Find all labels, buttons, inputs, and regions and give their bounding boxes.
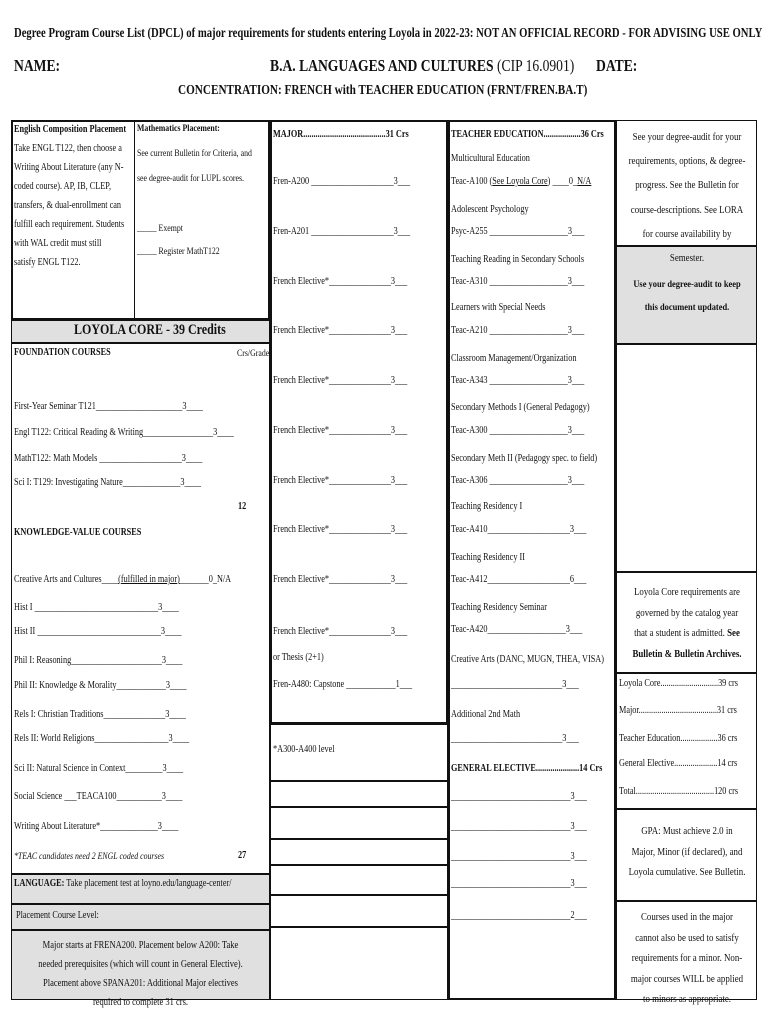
teac-note: *TEAC candidates need 2 ENGL coded courses: [14, 851, 165, 862]
general-elective-line[interactable]: _____________________________3___: [451, 821, 587, 832]
english-placement-title: English Composition Placement: [14, 124, 127, 135]
general-elective-line[interactable]: _____________________________3___: [451, 878, 587, 889]
teacher-item-line[interactable]: Teac-A210 ___________________3___: [451, 325, 585, 336]
audit-emphasis: Use your degree-audit to keep this document updated.: [633, 279, 741, 313]
foundation-row[interactable]: Engl T122: Critical Reading & Writing_________________3____: [14, 427, 234, 438]
foundation-row[interactable]: MathT122: Math Models ____________________3____: [14, 453, 203, 464]
kv-row[interactable]: Rels I: Christian Traditions_______________3____: [14, 709, 186, 720]
foundation-row[interactable]: First-Year Seminar T121_____________________3____: [14, 401, 203, 412]
major-row[interactable]: French Elective*_______________3___: [273, 276, 408, 287]
foundation-total: 12: [238, 501, 247, 512]
major-row[interactable]: Fren-A201 ____________________3___: [273, 226, 411, 237]
major-row[interactable]: Fren-A200 ____________________3___: [273, 176, 411, 187]
math-exempt[interactable]: _____ Exempt: [137, 223, 183, 234]
audit-note: See your degree-audit for your requirements, options, & degree-progress. See the Bulletin for course-descriptions. See LORA for course availability by Semester.: [628, 132, 746, 264]
teacher-item-line[interactable]: Teac-A300 ___________________3___: [451, 425, 585, 436]
math-placement-title: Mathematics Placement:: [137, 123, 220, 134]
english-line: Writing About Literature (any N-: [14, 162, 124, 173]
teacher-item-label: Teaching Residency I: [451, 501, 523, 512]
kv-row[interactable]: Phil II: Knowledge & Morality____________3____: [14, 680, 187, 691]
teacher-item-label: Classroom Management/Organization: [451, 353, 577, 364]
kv-row[interactable]: Sci II: Natural Science in Context_________3____: [14, 763, 184, 774]
major-row[interactable]: French Elective*_______________3___: [273, 425, 408, 436]
thesis-option: or Thesis (2+1): [273, 652, 324, 663]
english-line: coded course). AP, IB, CLEP,: [14, 181, 112, 192]
major-blank-4: [270, 865, 448, 895]
kv-row[interactable]: Hist II ______________________________3____: [14, 626, 182, 637]
english-line: Take ENGL T122, then choose a: [14, 143, 122, 154]
major-row[interactable]: French Elective*_______________3___: [273, 626, 408, 637]
minor-note: Courses used in the major cannot also be used to satisfy requirements for a minor. Non-major courses WILL be applied to minors as appropriate.: [630, 912, 744, 1006]
major-blank-5: [270, 895, 448, 927]
major-row[interactable]: French Elective*_______________3___: [273, 574, 408, 585]
date-label: DATE:: [596, 56, 638, 75]
teacher-item-label: Learners with Special Needs: [451, 302, 546, 313]
major-row[interactable]: French Elective*_______________3___: [273, 475, 408, 486]
teacher-item-line[interactable]: Teac-A343 ___________________3___: [451, 375, 585, 386]
general-elective-line[interactable]: _____________________________3___: [451, 791, 587, 802]
major-row[interactable]: French Elective*_______________3___: [273, 375, 408, 386]
capstone-row[interactable]: Fren-A480: Capstone ____________1___: [273, 679, 413, 690]
teacher-item-line[interactable]: Teac-A306 ___________________3___: [451, 475, 585, 486]
total-row: General Elective.....................14 crs: [619, 758, 738, 769]
english-line: fulfill each requirement. Students: [14, 219, 125, 230]
major-blank-2: [270, 807, 448, 839]
gpa-note: GPA: Must achieve 2.0 in Major, Minor (if declared), and Loyola cumulative. See Bulletin.: [628, 826, 746, 879]
additional-math-label: Additional 2nd Math: [451, 709, 521, 720]
major-blank-6: [270, 927, 448, 1000]
teacher-title: TEACHER EDUCATION..................36 Crs: [451, 129, 604, 140]
english-line: transfers, & dual-enrollment can: [14, 200, 122, 211]
teacher-item-label: Secondary Methods I (General Pedagogy): [451, 402, 590, 413]
teacher-item-line[interactable]: Teac-A412____________________6___: [451, 574, 587, 585]
kv-row[interactable]: Phil I: Reasoning______________________3____: [14, 655, 183, 666]
creative-arts-label: Creative Arts (DANC, MUGN, THEA, VISA): [451, 654, 604, 665]
major-start-note: Major starts at FRENA200. Placement below A200: Take needed prerequisites (which will count in General Elective). Placement above SPANA201: Additional Major electives required to complete 31 crs.: [38, 940, 243, 1008]
major-row[interactable]: French Elective*_______________3___: [273, 325, 408, 336]
name-label: NAME:: [14, 56, 61, 75]
math-register[interactable]: _____ Register MathT122: [137, 246, 220, 257]
level-note: *A300-A400 level: [273, 744, 335, 755]
degree-title: B.A. LANGUAGES AND CULTURES (CIP 16.0901): [270, 56, 575, 75]
total-row: Total......................................120 crs: [619, 786, 739, 797]
foundation-title: FOUNDATION COURSES: [14, 347, 111, 358]
kv-row[interactable]: Social Science ___TEACA100___________3____: [14, 791, 183, 802]
english-line: with WAL credit must still: [14, 238, 102, 249]
general-elective-title: GENERAL ELECTIVE.....................14 Crs: [451, 763, 603, 774]
foundation-row[interactable]: Sci I: T129: Investigating Nature______________3____: [14, 477, 202, 488]
teacher-item-line[interactable]: Psyc-A255 ___________________3___: [451, 226, 585, 237]
teacher-item-line[interactable]: Teac-A420___________________3___: [451, 624, 583, 635]
general-elective-line[interactable]: _____________________________3___: [451, 851, 587, 862]
total-row: Loyola Core............................39 crs: [619, 678, 738, 689]
language-row: LANGUAGE: Take placement test at loyno.edu/language-center/: [14, 878, 232, 889]
kv-row[interactable]: Rels II: World Religions__________________3____: [14, 733, 190, 744]
kv-row[interactable]: Writing About Literature*______________3____: [14, 821, 179, 832]
teacher-item-label: Secondary Meth II (Pedagogy spec. to field): [451, 453, 598, 464]
advising-notice: Degree Program Course List (DPCL) of major requirements for students entering Loyola in 2022-23: NOT AN OFFICIAL RECORD - FOR ADVISING USE ONLY: [14, 25, 763, 40]
english-line: satisfy ENGL T122.: [14, 257, 81, 268]
placement-level-label[interactable]: Placement Course Level:: [16, 910, 99, 921]
major-blank-1: [270, 781, 448, 807]
general-elective-line[interactable]: _____________________________2___: [451, 910, 587, 921]
teacher-item-label: Teaching Residency II: [451, 552, 525, 563]
teacher-item-line[interactable]: Teac-A100 (See Loyola Core) ____0_N/A: [451, 176, 592, 187]
teacher-item-line[interactable]: Teac-A410____________________3___: [451, 524, 587, 535]
kv-row[interactable]: Hist I ______________________________3____: [14, 602, 179, 613]
math-line: See current Bulletin for Criteria, and: [137, 148, 252, 159]
major-row[interactable]: French Elective*_______________3___: [273, 524, 408, 535]
total-row: Major......................................31 crs: [619, 705, 737, 716]
major-blank-3: [270, 839, 448, 865]
concentration-title: CONCENTRATION: FRENCH with TEACHER EDUCATION (FRNT/FREN.BA.T): [178, 82, 588, 97]
teacher-item-label: Teaching Residency Seminar: [451, 602, 547, 613]
additional-math-line[interactable]: ___________________________3___: [451, 733, 579, 744]
teacher-item-label: Adolescent Psychology: [451, 204, 529, 215]
major-title: MAJOR........................................31 Crs: [273, 129, 409, 140]
core-title: LOYOLA CORE - 39 Credits: [74, 322, 226, 338]
kv-total: 27: [238, 850, 247, 861]
crs-grade-label: Crs/Grade: [237, 348, 270, 359]
teacher-item-label: Teaching Reading in Secondary Schools: [451, 254, 585, 265]
total-row: Teacher Education..................36 crs: [619, 733, 738, 744]
core-catalog-note: Loyola Core requirements are governed by the catalog year that a student is admitted. See Bulletin & Bulletin Archives.: [632, 587, 742, 660]
right-blank-box: [616, 344, 757, 572]
kv-title: KNOWLEDGE-VALUE COURSES: [14, 527, 142, 538]
creative-arts-row: Creative Arts and Cultures____(fulfilled in major)_______0_N/A: [14, 574, 232, 585]
teacher-item-line[interactable]: Teac-A310 ___________________3___: [451, 276, 585, 287]
math-line: see degree-audit for LUPL scores.: [137, 173, 244, 184]
teacher-item-label: Multicultural Education: [451, 153, 530, 164]
creative-arts-line[interactable]: ___________________________3___: [451, 679, 579, 690]
